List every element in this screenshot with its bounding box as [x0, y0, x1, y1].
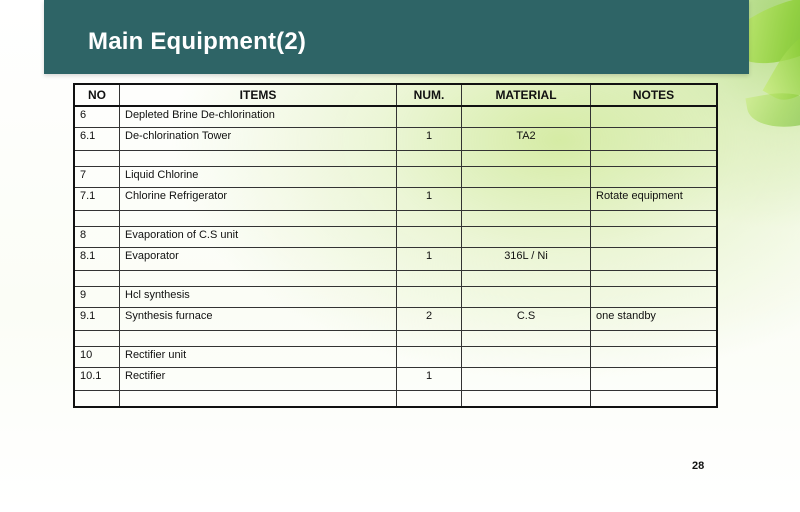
title-bar	[44, 0, 749, 74]
cell-items: Liquid Chlorine	[120, 167, 397, 188]
cell-items: Hcl synthesis	[120, 287, 397, 308]
cell-notes: one standby	[591, 308, 718, 331]
cell-material: C.S	[462, 308, 591, 331]
equipment-table	[73, 83, 718, 408]
table-row	[74, 368, 717, 391]
cell-material: TA2	[462, 128, 591, 151]
cell-material	[462, 391, 591, 408]
cell-items: Evaporator	[120, 248, 397, 271]
cell-num	[397, 211, 462, 227]
cell-items: De-chlorination Tower	[120, 128, 397, 151]
table-row	[74, 227, 717, 248]
cell-notes	[591, 347, 718, 368]
cell-notes	[591, 248, 718, 271]
cell-material	[462, 331, 591, 347]
cell-no: 8.1	[74, 248, 120, 271]
cell-no: 8	[74, 227, 120, 248]
cell-items: Evaporation of C.S unit	[120, 227, 397, 248]
cell-notes	[591, 151, 718, 167]
cell-material	[462, 287, 591, 308]
header-no: NO	[74, 84, 120, 106]
table-row	[74, 308, 717, 331]
cell-no: 6.1	[74, 128, 120, 151]
cell-material	[462, 271, 591, 287]
cell-notes	[591, 106, 718, 128]
cell-no	[74, 271, 120, 287]
table-row	[74, 167, 717, 188]
cell-num	[397, 106, 462, 128]
page-number: 28	[692, 460, 705, 472]
header-notes: NOTES	[591, 84, 718, 106]
cell-material	[462, 167, 591, 188]
cell-material	[462, 368, 591, 391]
table-row	[74, 128, 717, 151]
cell-num: 1	[397, 188, 462, 211]
table-row	[74, 331, 717, 347]
cell-items	[120, 331, 397, 347]
decorative-leaf	[745, 86, 800, 134]
cell-material: 316L / Ni	[462, 248, 591, 271]
cell-no: 10	[74, 347, 120, 368]
header-num: NUM.	[397, 84, 462, 106]
header-material: MATERIAL	[462, 84, 591, 106]
cell-num	[397, 391, 462, 408]
cell-items	[120, 151, 397, 167]
cell-items: Rectifier	[120, 368, 397, 391]
cell-material	[462, 151, 591, 167]
cell-no: 7	[74, 167, 120, 188]
cell-items: Synthesis furnace	[120, 308, 397, 331]
cell-num	[397, 271, 462, 287]
cell-no: 10.1	[74, 368, 120, 391]
table-row	[74, 391, 717, 408]
cell-num	[397, 151, 462, 167]
cell-notes	[591, 287, 718, 308]
table-row	[74, 287, 717, 308]
table-row	[74, 248, 717, 271]
cell-num: 2	[397, 308, 462, 331]
cell-notes: Rotate equipment	[591, 188, 718, 211]
cell-no: 6	[74, 106, 120, 128]
cell-num	[397, 347, 462, 368]
cell-no: 9	[74, 287, 120, 308]
cell-items: Depleted Brine De-chlorination	[120, 106, 397, 128]
cell-num	[397, 227, 462, 248]
cell-num: 1	[397, 248, 462, 271]
cell-notes	[591, 211, 718, 227]
cell-num	[397, 167, 462, 188]
table-row	[74, 151, 717, 167]
cell-notes	[591, 167, 718, 188]
cell-no	[74, 331, 120, 347]
cell-notes	[591, 271, 718, 287]
cell-material	[462, 188, 591, 211]
table-row	[74, 188, 717, 211]
cell-notes	[591, 391, 718, 408]
cell-material	[462, 211, 591, 227]
cell-notes	[591, 368, 718, 391]
slide-title: Main Equipment(2)	[88, 28, 307, 55]
cell-items	[120, 271, 397, 287]
cell-items	[120, 391, 397, 408]
cell-notes	[591, 331, 718, 347]
cell-items: Rectifier unit	[120, 347, 397, 368]
cell-no: 9.1	[74, 308, 120, 331]
table-row	[74, 106, 717, 128]
cell-no	[74, 151, 120, 167]
table-row	[74, 347, 717, 368]
cell-notes	[591, 128, 718, 151]
cell-num: 1	[397, 128, 462, 151]
table-row	[74, 271, 717, 287]
cell-num	[397, 287, 462, 308]
cell-no: 7.1	[74, 188, 120, 211]
table-header-row	[74, 84, 717, 106]
cell-num: 1	[397, 368, 462, 391]
cell-notes	[591, 227, 718, 248]
table-row	[74, 211, 717, 227]
cell-material	[462, 106, 591, 128]
cell-material	[462, 347, 591, 368]
cell-num	[397, 331, 462, 347]
cell-items: Chlorine Refrigerator	[120, 188, 397, 211]
cell-no	[74, 391, 120, 408]
cell-material	[462, 227, 591, 248]
header-items: ITEMS	[120, 84, 397, 106]
cell-no	[74, 211, 120, 227]
cell-items	[120, 211, 397, 227]
